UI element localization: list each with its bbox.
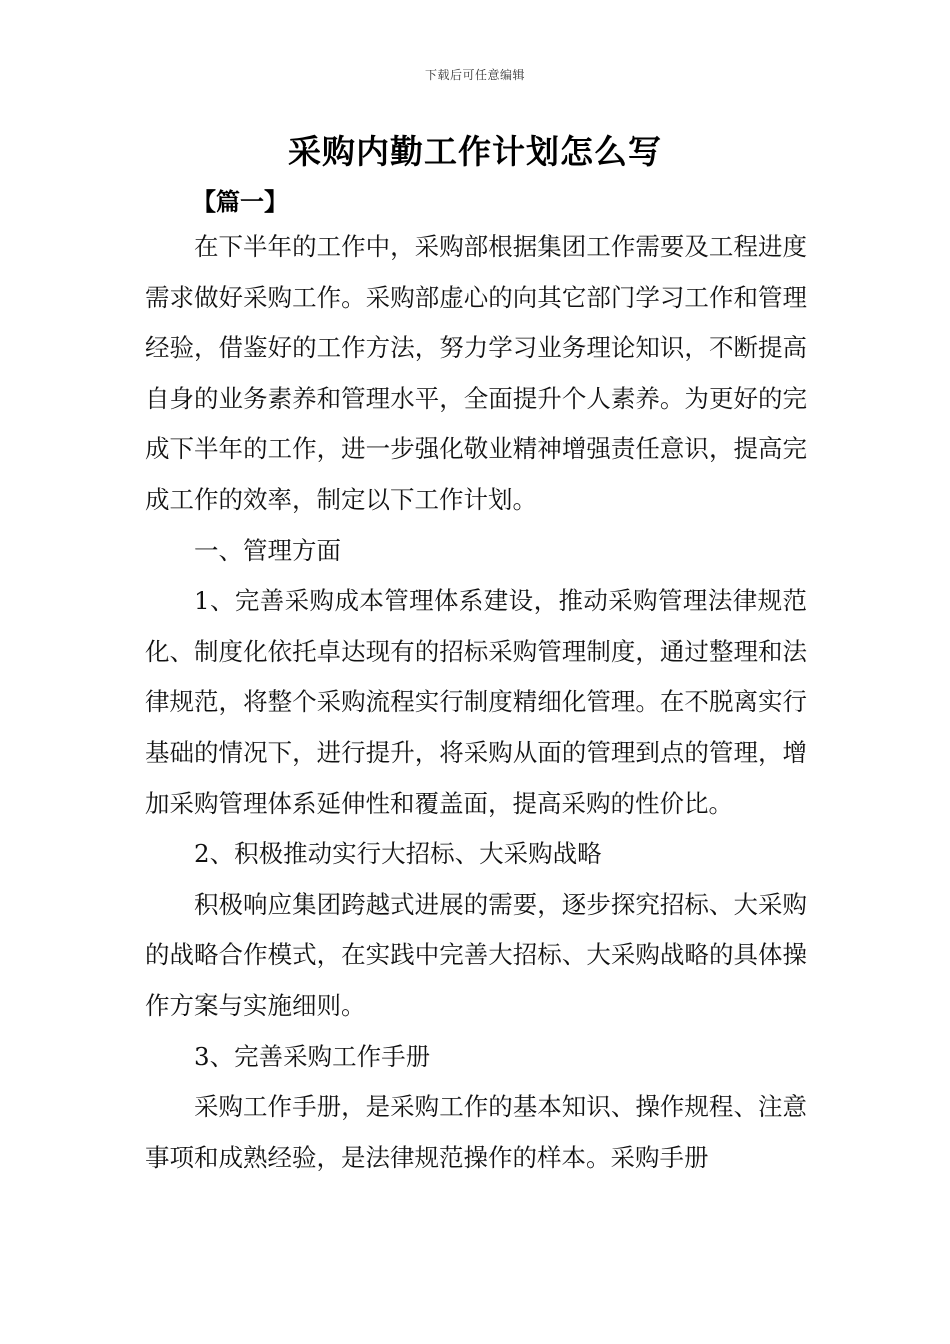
heading-item-2: 2、积极推动实行大招标、大采购战略	[194, 839, 602, 869]
heading-management: 一、管理方面	[194, 535, 341, 565]
paragraph-item-2: 积极响应集团跨越式进展的需要，逐步探究招标、大采购的战略合作模式，在实践中完善大招标、大采购战略的具体操作方案与实施细则。	[145, 889, 807, 1020]
heading-item-3: 3、完善采购工作手册	[194, 1041, 431, 1071]
paragraph-intro: 在下半年的工作中，采购部根据集团工作需要及工程进度需求做好采购工作。采购部虚心的向其它部门学习工作和管理经验，借鉴好的工作方法，努力学习业务理论知识，不断提高自身的业务素养和管理水平，全面提升个人素养。为更好的完成下半年的工作，进一步强化敬业精神增强责任意识，提高完成工作的效率，制定以下工作计划。	[145, 232, 807, 514]
document-title: 采购内勤工作计划怎么写	[288, 132, 662, 171]
paragraph-item-3: 采购工作手册，是采购工作的基本知识、操作规程、注意事项和成熟经验，是法律规范操作的样本。采购手册	[145, 1092, 807, 1172]
paragraph-item-1: 1、完善采购成本管理体系建设，推动采购管理法律规范化、制度化依托卓达现有的招标采购管理制度，通过整理和法律规范，将整个采购流程实行制度精细化管理。在不脱离实行基础的情况下，进行提升，将采购从面的管理到点的管理，增加采购管理体系延伸性和覆盖面，提高采购的性价比。	[145, 586, 807, 818]
section-label: 【篇一】	[192, 187, 288, 216]
header-note: 下载后可任意编辑	[424, 68, 525, 82]
document-body	[145, 222, 807, 1183]
